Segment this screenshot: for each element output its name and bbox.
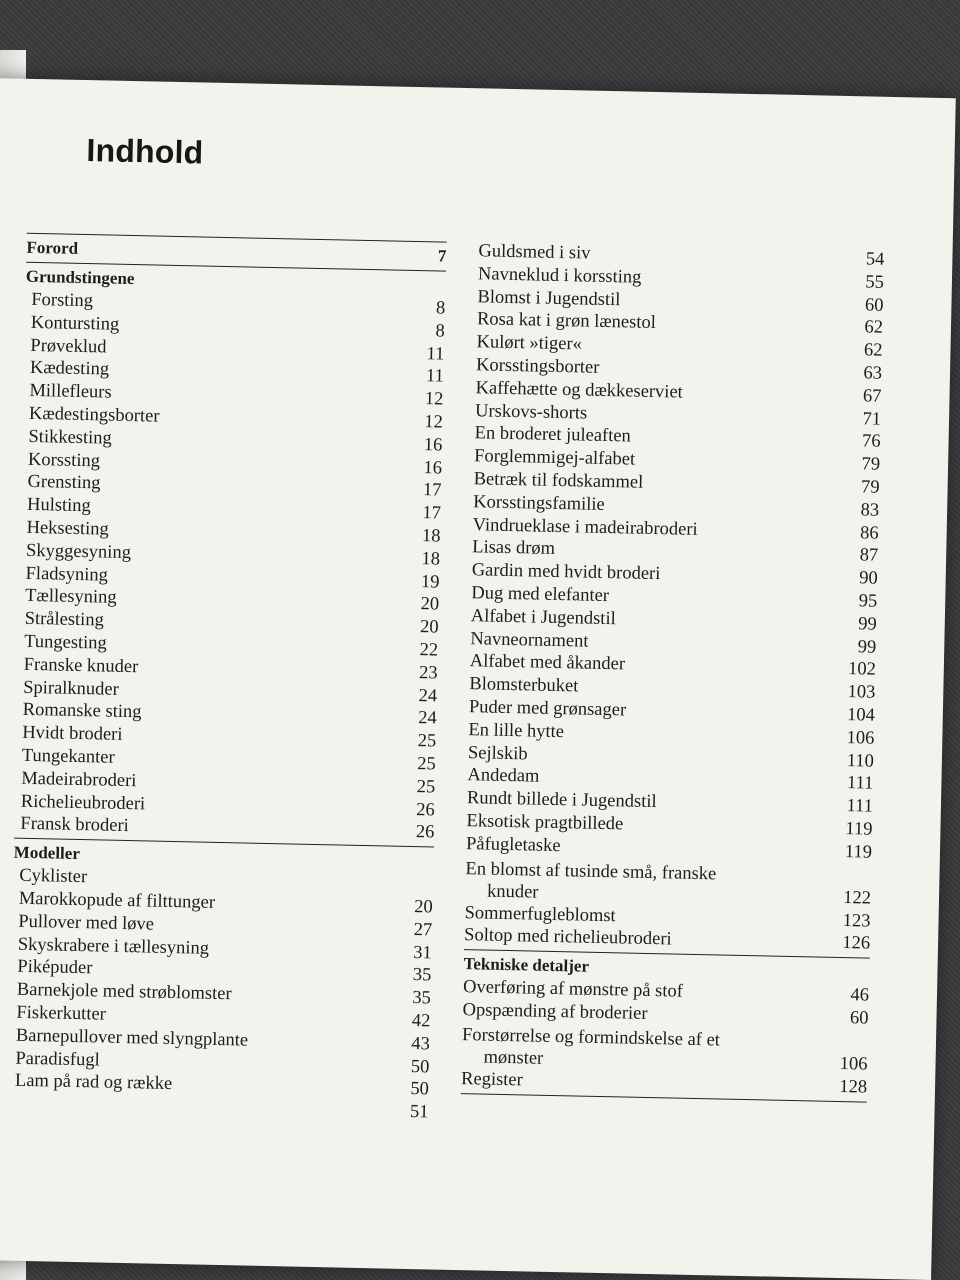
entry-label: Vindrueklase i madeirabroderi — [472, 514, 698, 540]
page-number: 99 — [857, 636, 877, 658]
page-number: 63 — [863, 363, 883, 384]
section-heading-modeller: Modeller — [13, 842, 81, 864]
entry-label: Sejlskib — [467, 742, 528, 764]
page-number: 126 — [842, 933, 871, 954]
entry-label: Guldsmed i siv — [478, 241, 591, 264]
page-number: 79 — [860, 477, 880, 498]
page-number: 103 — [847, 682, 876, 703]
entry-label: Barnepullover med slyngplante — [15, 1025, 249, 1051]
entry-label: Richelieubroderi — [20, 791, 146, 814]
book-page — [0, 78, 956, 1280]
toc-right-column — [461, 240, 885, 1104]
page-number: 27 — [413, 919, 433, 941]
entry-label: Eksotisk pragtbillede — [466, 811, 624, 835]
page-number: 102 — [847, 659, 877, 681]
entry-label: Soltop med richelieubroderi — [463, 925, 672, 950]
entry-label: Spiralknuder — [23, 677, 119, 700]
entry-label: Opspænding af broderier — [462, 1000, 648, 1024]
modeller-end-list — [464, 902, 871, 956]
entry-label: Hulsting — [26, 495, 91, 517]
entry-label: Blomsterbuket — [469, 674, 579, 697]
page-number: 95 — [858, 591, 878, 612]
page-number: 128 — [839, 1076, 868, 1098]
toc-left-column — [8, 231, 446, 1124]
page-number: 16 — [423, 457, 443, 479]
page-number: 17 — [422, 503, 442, 524]
entry-label: Fladsyning — [25, 563, 109, 586]
entry-label: Rundt billede i Jugendstil — [466, 788, 657, 813]
entry-label: Register — [460, 1068, 523, 1091]
entry-label: Madeirabroderi — [21, 768, 137, 791]
entry-label: Lisas drøm — [472, 537, 556, 560]
page-number: 79 — [861, 454, 881, 475]
page-number: 87 — [859, 545, 879, 567]
page-number: 62 — [864, 317, 884, 339]
page-number: 35 — [412, 965, 432, 986]
page-number: 83 — [860, 500, 880, 521]
page-number: 35 — [412, 988, 432, 1009]
page-number: 26 — [415, 822, 435, 843]
entry-label: Rosa kat i grøn lænestol — [476, 309, 657, 334]
page-number: 18 — [421, 526, 441, 547]
section-heading-grundstingene: Grundstingene — [25, 266, 135, 289]
page-number: 24 — [417, 708, 437, 729]
entry-label: Fiskerkutter — [16, 1002, 107, 1025]
page-number: 60 — [849, 1008, 869, 1029]
page-number: 60 — [864, 294, 884, 316]
page-number: 24 — [418, 685, 438, 707]
page-number: 99 — [858, 614, 877, 635]
entry-label: Skyskrabere i tællesyning — [17, 934, 210, 959]
entry-label: Tungesting — [23, 631, 107, 654]
entry-label: Tællesyning — [24, 586, 117, 609]
page-number: 23 — [418, 662, 438, 684]
page-number: 22 — [419, 640, 439, 661]
entry-label: Franske knuder — [23, 654, 139, 677]
entry-label: Piképuder — [17, 957, 93, 979]
entry-label-line2: knuder — [486, 881, 539, 903]
page-number: 19 — [420, 571, 440, 593]
page-number: 25 — [417, 754, 436, 775]
entry-label: Alfabet med åkander — [469, 651, 626, 675]
page-number: 123 — [842, 910, 871, 932]
page-number: 26 — [416, 799, 435, 821]
modeller-continued-list — [466, 240, 885, 864]
page-number: 25 — [417, 731, 437, 752]
page-number: 106 — [846, 727, 875, 749]
page-number: 16 — [423, 434, 443, 456]
page-number: 55 — [865, 272, 885, 293]
page-number: 11 — [426, 343, 445, 365]
page-number: 25 — [416, 776, 436, 798]
page-number — [393, 889, 433, 890]
entry-label: Navneklud i korssting — [477, 264, 642, 288]
entry-label: Tungekanter — [21, 745, 115, 768]
page-number: 8 — [435, 298, 446, 319]
entry-label: Påfugletaske — [465, 833, 561, 856]
page-number: 42 — [411, 1010, 431, 1032]
page-number: 76 — [861, 431, 881, 453]
entry-label: Cyklister — [19, 865, 88, 888]
entry-label: Kædestingsborter — [28, 403, 160, 427]
page-number: 51 — [409, 1102, 429, 1123]
entry-label: Forsting — [31, 289, 94, 312]
entry-label: Heksesting — [26, 517, 109, 540]
entry-label: Grensting — [27, 472, 101, 494]
entry-label: Romanske sting — [22, 700, 142, 723]
page-number: 8 — [435, 321, 446, 342]
entry-label: Alfabet i Jugendstil — [470, 605, 616, 629]
entry-label-line1: En blomst af tusinde små, franske — [465, 858, 717, 884]
entry-label: Kædesting — [29, 358, 110, 380]
entry-label: Puder med grønsager — [468, 697, 627, 721]
section-label: Forord — [26, 237, 79, 258]
page-number: 18 — [421, 548, 441, 570]
page-number: 86 — [859, 522, 879, 544]
entry-label: Millefleurs — [29, 381, 112, 403]
entry-label: Korsstingsborter — [475, 355, 600, 378]
page-number: 20 — [420, 594, 440, 615]
page-number: 50 — [410, 1056, 430, 1077]
modeller-list — [8, 865, 433, 1125]
entry-label: Stikkesting — [28, 426, 112, 449]
page-number: 50 — [410, 1079, 430, 1100]
grundstingene-list — [14, 289, 445, 845]
entry-label: Kaffehætte og dækkeserviet — [475, 378, 683, 403]
entry-label: Dug med elefanter — [471, 583, 610, 607]
page-number: 11 — [425, 366, 445, 387]
page-number: 54 — [865, 249, 885, 270]
page-number: 20 — [414, 896, 433, 918]
entry-label: Lam på rad og række — [14, 1071, 173, 1095]
entry-label: Urskovs-shorts — [474, 400, 588, 424]
page-number: 46 — [850, 985, 870, 1006]
page-number: 43 — [411, 1033, 431, 1055]
page-number: 31 — [413, 942, 432, 963]
entry-label: En broderet juleaften — [474, 423, 631, 447]
page-number: 119 — [844, 841, 873, 863]
page-number: 7 — [437, 246, 447, 266]
entry-label: Fransk broderi — [20, 814, 129, 837]
entry-label: Navneornament — [470, 628, 589, 652]
entry-label-line2: mønster — [483, 1047, 544, 1069]
page-number: 106 — [839, 1053, 868, 1075]
entry-label: Paradisfugl — [15, 1048, 100, 1071]
entry-label: Prøveklud — [30, 335, 107, 358]
page-number: 119 — [845, 819, 873, 840]
entry-label: Kontursting — [30, 312, 120, 335]
page-number: 122 — [843, 887, 872, 909]
page-title: Indhold — [86, 132, 204, 171]
entry-label: Korsstingsfamilie — [473, 491, 605, 515]
entry-label: Overføring af mønstre på stof — [462, 977, 684, 1002]
page-number: 90 — [859, 568, 878, 589]
page-number: 12 — [424, 389, 444, 410]
entry-label: Korssting — [27, 449, 101, 471]
page-number: 111 — [846, 773, 874, 794]
page-number: 104 — [846, 705, 876, 726]
entry-label: Sommerfugleblomst — [464, 902, 616, 926]
page-number: 111 — [846, 796, 874, 817]
section-heading-tekniske: Tekniske detaljer — [463, 954, 590, 976]
entry-label: Skyggesyning — [25, 540, 132, 563]
page-number: 71 — [862, 408, 882, 430]
entry-label: Hvidt broderi — [22, 722, 123, 746]
entry-label — [465, 858, 717, 907]
entry-label: Blomst i Jugendstil — [477, 286, 621, 310]
page-number: 67 — [862, 386, 882, 407]
entry-label-line1: Forstørrelse og formindskelse af et — [461, 1024, 721, 1051]
entry-label — [461, 1024, 720, 1073]
entry-label: Marokkopude af filttunger — [18, 888, 216, 913]
tekniske-list — [462, 976, 869, 1030]
entry-label: Andedam — [467, 765, 540, 787]
page-number: 110 — [846, 750, 875, 772]
entry-label: Pullover med løve — [18, 911, 155, 935]
entry-label: Forglemmigej-alfabet — [473, 446, 636, 470]
entry-label: En lille hytte — [468, 719, 565, 742]
entry-label: Strålesting — [24, 609, 105, 631]
entry-label: Barnekjole med strøblomster — [16, 979, 232, 1005]
entry-label: Kulørt »tiger« — [476, 332, 583, 355]
page-number: 17 — [422, 480, 442, 501]
page-number: 12 — [424, 412, 444, 433]
page-number: 20 — [419, 617, 439, 638]
entry-label: Gardin med hvidt broderi — [471, 560, 661, 585]
page-number: 62 — [863, 340, 883, 361]
entry-label: Betræk til fodskammel — [473, 469, 644, 493]
